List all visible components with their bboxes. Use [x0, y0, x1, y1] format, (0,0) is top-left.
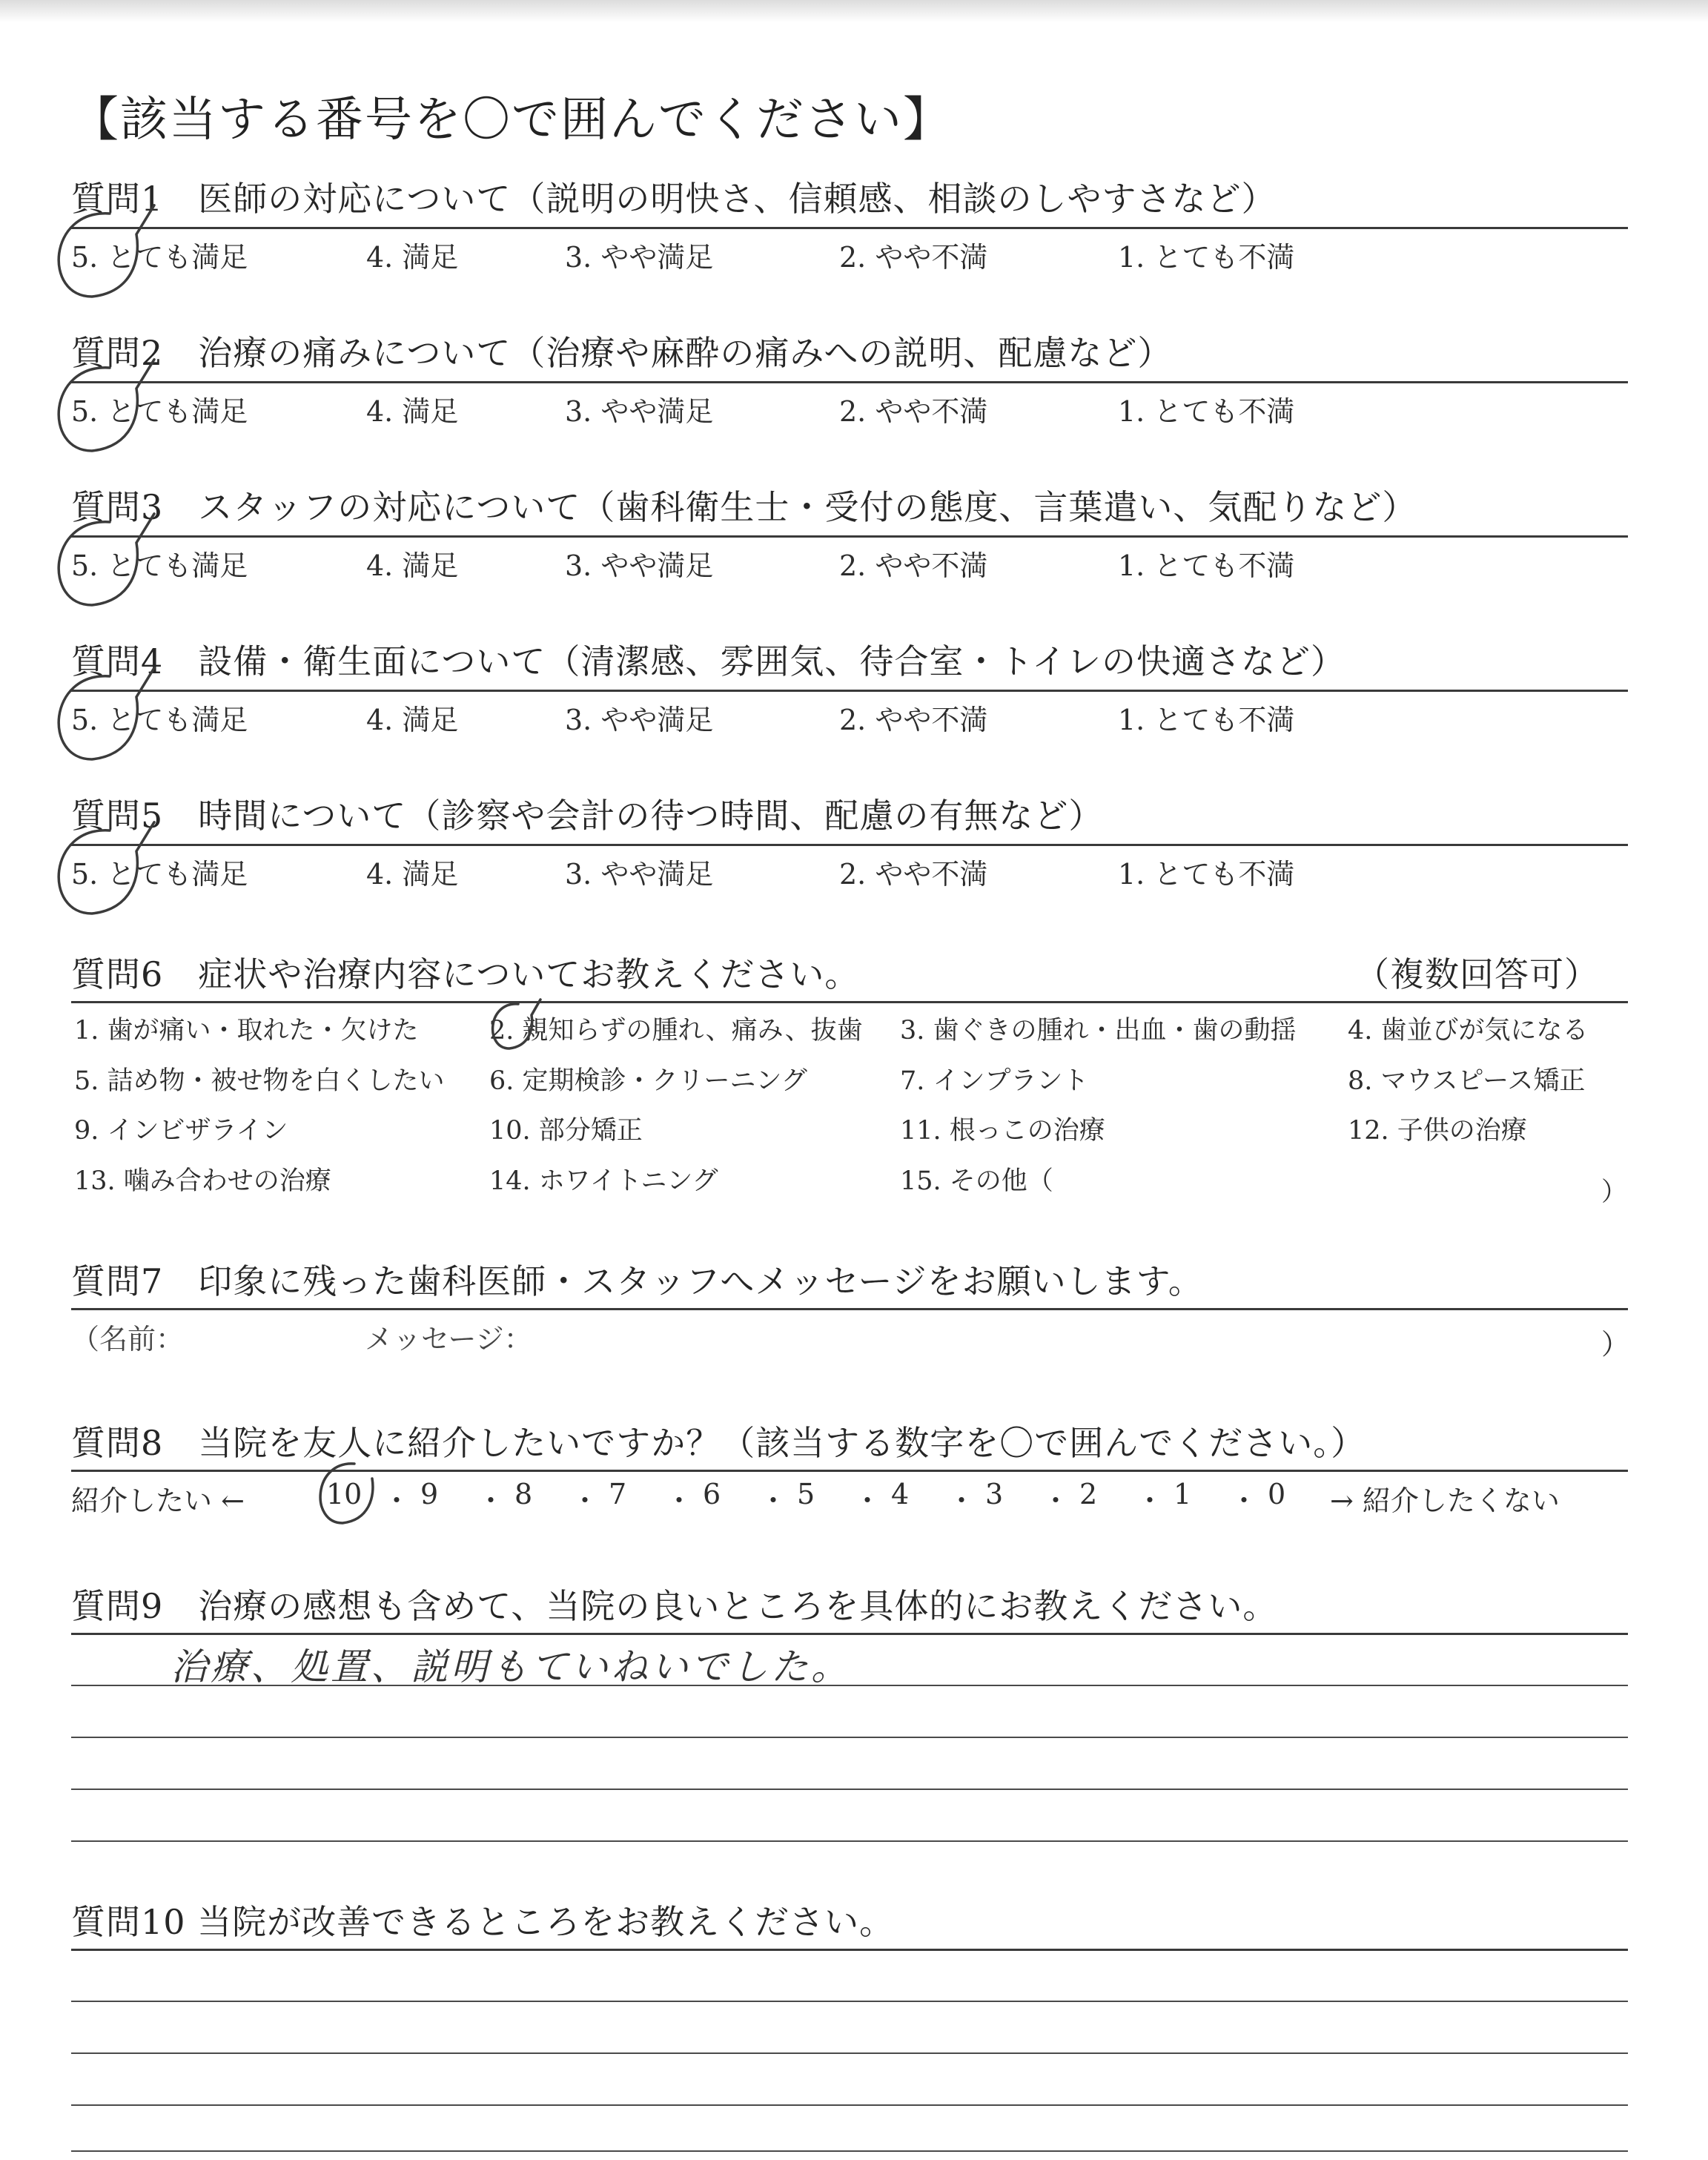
q8-scale-1[interactable]: 1	[1174, 1478, 1192, 1510]
q3-rule	[71, 535, 1628, 538]
q8-separator: ・	[477, 1484, 506, 1517]
q1-option-1[interactable]: 1. とても不満	[1118, 241, 1295, 274]
q4-option-3[interactable]: 3. やや満足	[565, 704, 714, 736]
q6-option-15[interactable]: 15. その他（	[900, 1166, 1053, 1196]
q5-option-5[interactable]: 5. とても満足	[71, 858, 248, 891]
q8-scale-4[interactable]: 4	[891, 1478, 910, 1510]
q8-separator: ・	[383, 1484, 411, 1517]
q3-option-1[interactable]: 1. とても不満	[1118, 549, 1295, 582]
q7-title: 質問7 印象に残った歯科医師・スタッフへメッセージをお願いします。	[71, 1261, 1203, 1301]
q8-scale-10[interactable]: 10	[326, 1478, 363, 1510]
q9-title: 質問9 治療の感想も含めて、当院の良いところを具体的にお教えください。	[71, 1586, 1278, 1626]
q2-title: 質問2 治療の痛みについて（治療や麻酔の痛みへの説明、配慮など）	[71, 333, 1173, 373]
q10-rule-0	[71, 1949, 1628, 1951]
q5-title: 質問5 時間について（診察や会計の待つ時間、配慮の有無など）	[71, 796, 1104, 836]
q2-option-5[interactable]: 5. とても満足	[71, 395, 248, 428]
q4-option-5[interactable]: 5. とても満足	[71, 704, 248, 736]
q1-option-3[interactable]: 3. やや満足	[565, 241, 714, 274]
q2-option-1[interactable]: 1. とても不満	[1118, 395, 1295, 428]
q3-title: 質問3 スタッフの対応について（歯科衛生士・受付の態度、言葉遣い、気配りなど）	[71, 487, 1417, 527]
q8-scale-6[interactable]: 6	[703, 1478, 721, 1510]
q1-option-2[interactable]: 2. やや不満	[839, 241, 988, 274]
q2-rule	[71, 381, 1628, 383]
q9-handwritten-answer: 治療、処置、説明もていねいでした。	[171, 1645, 851, 1688]
q10-rule-2	[71, 2052, 1628, 2054]
q9-rule-3	[71, 1789, 1628, 1790]
q1-option-4[interactable]: 4. 満足	[366, 241, 459, 274]
q2-option-2[interactable]: 2. やや不満	[839, 395, 988, 428]
q8-title: 質問8 当院を友人に紹介したいですか？（該当する数字を〇で囲んでください。）	[71, 1423, 1366, 1463]
q6-other-close: ）	[1601, 1178, 1628, 1207]
q6-option-6[interactable]: 6. 定期検診・クリーニング	[489, 1066, 807, 1096]
q8-scale-0[interactable]: 0	[1268, 1478, 1286, 1510]
q8-scale-9[interactable]: 9	[420, 1478, 439, 1510]
q8-separator: ・	[571, 1484, 600, 1517]
q8-left-label: 紹介したい ←	[71, 1484, 245, 1517]
q6-option-7[interactable]: 7. インプラント	[900, 1066, 1089, 1096]
q6-option-5[interactable]: 5. 詰め物・被せ物を白くしたい	[74, 1066, 445, 1096]
q6-option-11[interactable]: 11. 根っこの治療	[900, 1116, 1105, 1146]
q9-rule-2	[71, 1737, 1628, 1738]
q6-title: 質問6 症状や治療内容についてお教えください。	[71, 954, 860, 994]
q5-rule	[71, 844, 1628, 846]
q7-name-label: （名前：	[71, 1323, 185, 1355]
q8-scale-5[interactable]: 5	[797, 1478, 815, 1510]
q5-option-2[interactable]: 2. やや不満	[839, 858, 988, 891]
q8-separator: ・	[665, 1484, 694, 1517]
q6-option-14[interactable]: 14. ホワイトニング	[489, 1166, 718, 1196]
q4-option-2[interactable]: 2. やや不満	[839, 704, 988, 736]
q6-option-8[interactable]: 8. マウスピース矯正	[1348, 1066, 1586, 1096]
q4-rule	[71, 690, 1628, 692]
q8-separator: ・	[1230, 1484, 1259, 1517]
q6-option-9[interactable]: 9. インビザライン	[74, 1116, 288, 1146]
q6-option-10[interactable]: 10. 部分矯正	[489, 1116, 643, 1146]
q7-rule	[71, 1308, 1628, 1310]
q3-option-4[interactable]: 4. 満足	[366, 549, 459, 582]
q5-option-4[interactable]: 4. 満足	[366, 858, 459, 891]
q8-scale-7[interactable]: 7	[609, 1478, 627, 1510]
q9-rule-0	[71, 1633, 1628, 1635]
q1-rule	[71, 227, 1628, 229]
q6-option-1[interactable]: 1. 歯が痛い・取れた・欠けた	[74, 1016, 419, 1046]
q9-rule-4	[71, 1840, 1628, 1842]
q10-rule-4	[71, 2150, 1628, 2152]
q3-option-2[interactable]: 2. やや不満	[839, 549, 988, 582]
q1-title: 質問1 医師の対応について（説明の明快さ、信頼感、相談のしやすさなど）	[71, 179, 1277, 219]
q8-rule	[71, 1470, 1628, 1472]
q8-scale-3[interactable]: 3	[985, 1478, 1004, 1510]
q1-option-5[interactable]: 5. とても満足	[71, 241, 248, 274]
q8-scale-2[interactable]: 2	[1079, 1478, 1098, 1510]
q6-option-2[interactable]: 2. 親知らずの腫れ、痛み、抜歯	[489, 1016, 863, 1046]
q3-option-3[interactable]: 3. やや満足	[565, 549, 714, 582]
q4-option-1[interactable]: 1. とても不満	[1118, 704, 1295, 736]
q6-option-3[interactable]: 3. 歯ぐきの腫れ・出血・歯の動揺	[900, 1016, 1297, 1046]
q7-close-paren: ）	[1601, 1328, 1630, 1361]
q8-separator: ・	[759, 1484, 788, 1517]
q4-title: 質問4 設備・衛生面について（清潔感、雰囲気、待合室・トイレの快適さなど）	[71, 641, 1346, 681]
q8-scale-8[interactable]: 8	[514, 1478, 533, 1510]
q6-option-13[interactable]: 13. 噛み合わせの治療	[74, 1166, 331, 1196]
q6-option-4[interactable]: 4. 歯並びが気になる	[1348, 1016, 1589, 1046]
q8-separator: ・	[1042, 1484, 1070, 1517]
q6-rule	[71, 1001, 1628, 1003]
q8-separator: ・	[1136, 1484, 1165, 1517]
q5-option-1[interactable]: 1. とても不満	[1118, 858, 1295, 891]
q8-separator: ・	[853, 1484, 882, 1517]
q5-option-3[interactable]: 3. やや満足	[565, 858, 714, 891]
q10-rule-3	[71, 2104, 1628, 2106]
q10-title: 質問10 当院が改善できるところをお教えください。	[71, 1902, 895, 1942]
q4-option-4[interactable]: 4. 満足	[366, 704, 459, 736]
q7-message-label: メッセージ：	[365, 1323, 532, 1355]
q2-option-4[interactable]: 4. 満足	[366, 395, 459, 428]
q2-option-3[interactable]: 3. やや満足	[565, 395, 714, 428]
q8-separator: ・	[947, 1484, 976, 1517]
q3-option-5[interactable]: 5. とても満足	[71, 549, 248, 582]
q10-rule-1	[71, 2001, 1628, 2002]
q6-multiple-note: （複数回答可）	[1355, 954, 1599, 994]
q6-option-12[interactable]: 12. 子供の治療	[1348, 1116, 1527, 1146]
form-heading: 【該当する番号を〇で囲んでください】	[71, 93, 952, 148]
scan-top-edge	[0, 0, 1708, 22]
q8-right-label: → 紹介したくない	[1330, 1484, 1560, 1517]
